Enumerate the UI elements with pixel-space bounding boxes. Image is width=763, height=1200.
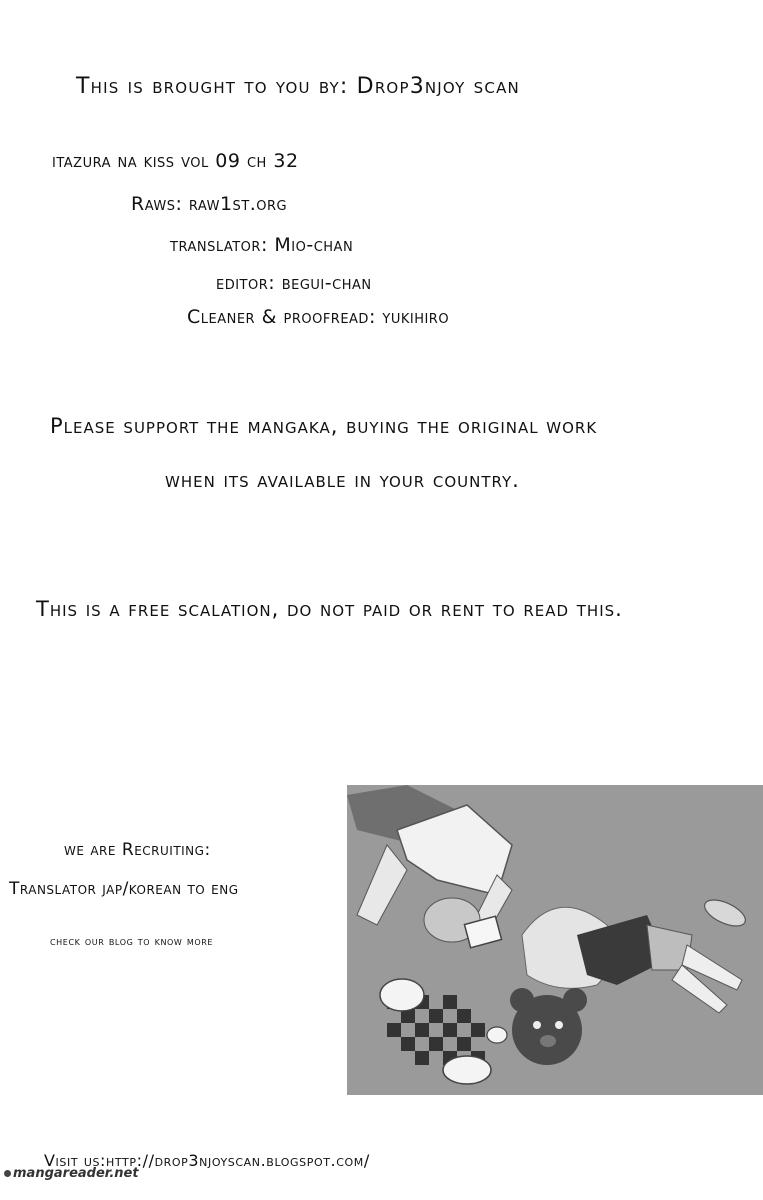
credit-raws: Raws: raw1st.org xyxy=(131,193,288,215)
support-notice-line-2: when its available in your country. xyxy=(165,468,520,492)
chapter-title: itazura na kiss vol 09 ch 32 xyxy=(52,150,299,172)
credit-editor: editor: begui-chan xyxy=(216,272,372,294)
recruit-role: Translator jap/korean to eng xyxy=(9,879,239,899)
credit-header: This is brought to you by: Drop3njoy scan xyxy=(76,74,520,99)
support-notice-line-1: Please support the mangaka, buying the original work xyxy=(50,414,598,438)
manga-artwork-image xyxy=(347,785,763,1095)
credit-translator: translator: Mio-chan xyxy=(170,234,354,256)
watermark xyxy=(4,1166,139,1181)
free-scanlation-notice: This is a free scalation, do not paid or rent to read this. xyxy=(36,597,623,621)
recruit-title: we are Recruiting: xyxy=(64,840,211,860)
watermark-text: mangareader.net xyxy=(13,1166,139,1181)
mangareader-logo-icon xyxy=(4,1170,11,1177)
recruit-blog-note: check our blog to know more xyxy=(50,934,214,948)
visit-blog-link[interactable]: Visit us:http://drop3njoyscan.blogspot.com/ xyxy=(44,1151,370,1170)
credit-cleaner: Cleaner & proofread: yukihiro xyxy=(187,306,450,328)
